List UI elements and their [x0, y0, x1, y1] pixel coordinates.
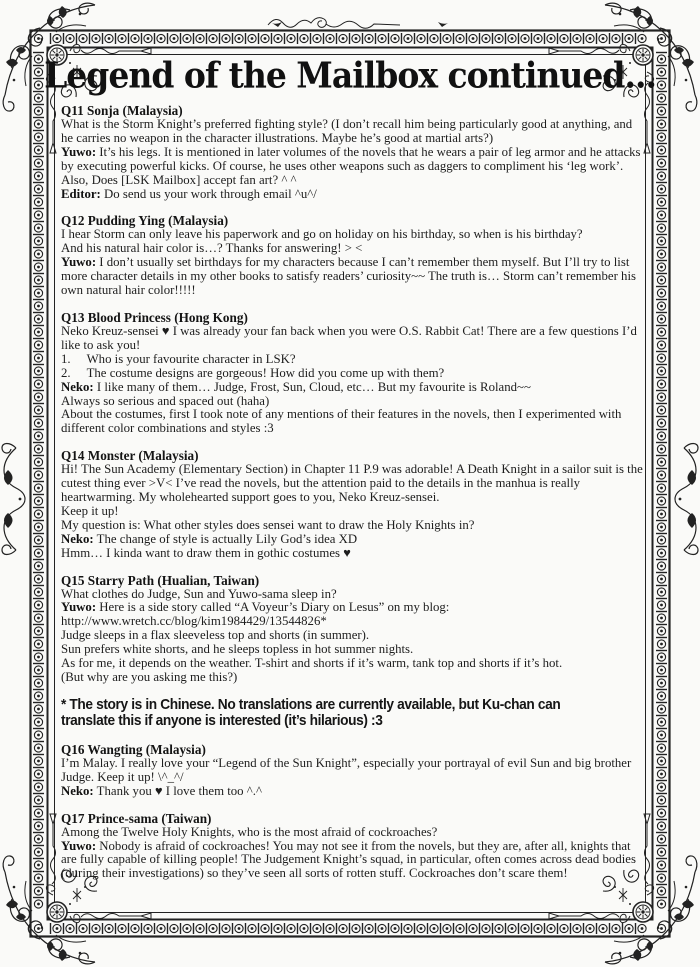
qa-text: http://www.wretch.cc/blog/kim1984429/13544826*	[61, 614, 327, 629]
qa-text: I hear Storm can only leave his paperwork and go on holiday on his birthday, so when is his birthday?	[61, 227, 583, 242]
qa-text: Yuwo: Nobody is afraid of cockroaches! You may not see it from the novels, but they are, after all, knights that are fully capable of killing people! The Judgement Knight’s squad, in particular, often comes across dead bodies (during their investigations) so they’ve seen all sorts of rotten stuff. Cockroaches don’t scare them!	[61, 838, 636, 881]
qa-text: Hmm… I kinda want to draw them in gothic costumes ♥	[61, 545, 351, 560]
qa-text: Always so serious and spaced out (haha)	[61, 393, 270, 408]
qa-text: And his natural hair color is…? Thanks for answering! > <	[61, 241, 363, 256]
qa-text: 1. Who is your favourite character in LSK?	[61, 351, 296, 366]
top-squiggle-ornament-icon	[268, 18, 448, 29]
qa-text: Keep it up!	[61, 503, 119, 518]
qa-text: As for me, it depends on the weather. T-shirt and shorts if it’s warm, tank top and shorts if it’s hot.	[61, 656, 563, 671]
speaker-name: Yuwo:	[61, 255, 97, 270]
qa-text: (But why are you asking me this?)	[61, 670, 238, 684]
qa-text: Yuwo: I don’t usually set birthdays for my characters because I can’t remember them myself. But I’ll try to list more character details in my other books to satisfy readers’ curiosity~~ The truth is… Storm can’t remember his own natural hair color!!!!!	[61, 255, 636, 298]
qa-text: Neko: Thank you ♥ I love them too ^.^	[61, 783, 262, 798]
qa-text: Also, Does [LSK Mailbox] accept fan art? ^ ^	[61, 172, 297, 187]
qa-text: Among the Twelve Holy Knights, who is the most afraid of cockroaches?	[61, 824, 438, 839]
qa-header: Q13 Blood Princess (Hong Kong)	[61, 309, 248, 325]
speaker-name: Editor:	[61, 186, 101, 201]
qa-text: About the costumes, first I took note of any mentions of their features in the novels, then I experimented with different color combinations and styles :3	[61, 407, 622, 436]
qa-block	[61, 310, 643, 436]
qa-text: What is the Storm Knight’s preferred fighting style? (I don’t recall him being particularly good at anything, and he carries no weapon in the character illustrations. Maybe he’s good at martial arts?)	[61, 117, 633, 145]
speaker-name: Yuwo:	[61, 144, 97, 159]
qa-text: Yuwo: Here is a side story called “A Voyeur’s Diary on Lesus” on my blog:	[61, 600, 450, 615]
qa-block	[61, 103, 643, 201]
speaker-name: Yuwo:	[61, 838, 97, 853]
qa-block	[61, 573, 643, 685]
qa-block	[61, 811, 643, 882]
speaker-name: Neko:	[61, 379, 94, 394]
qa-text: Sun prefers white shorts, and he sleeps topless in hot summer nights.	[61, 642, 414, 657]
qa-text: My question is: What other styles does sensei want to draw the Holy Knights in?	[61, 517, 475, 532]
qa-header: Q11 Sonja (Malaysia)	[61, 103, 183, 118]
qa-header: Q14 Monster (Malaysia)	[61, 448, 199, 464]
qa-header: Q12 Pudding Ying (Malaysia)	[61, 213, 229, 229]
qa-block	[61, 213, 643, 298]
edge-curl-ornament-icon	[2, 444, 25, 555]
qa-header: Q16 Wangting (Malaysia)	[61, 741, 206, 757]
qa-text: I’m Malay. I really love your “Legend of the Sun Knight”, especially your portrayal of evil Sun and big brother Judge. Keep it up! \^_^/	[61, 755, 632, 784]
qa-text: Neko: I like many of them… Judge, Frost, Sun, Cloud, etc… But my favourite is Roland~~	[61, 379, 531, 394]
qa-text: Judge sleeps in a flax sleeveless top and shorts (in summer).	[61, 628, 370, 643]
qa-text: Editor: Do send us your work through email ^u^/	[61, 186, 317, 201]
speaker-name: Yuwo:	[61, 600, 97, 615]
page-title: Legend of the Mailbox continued...	[44, 54, 656, 97]
qa-header: Q17 Prince-sama (Taiwan)	[61, 810, 212, 826]
qa-text: What clothes do Judge, Sun and Yuwo-sama sleep in?	[61, 586, 337, 601]
qa-text: Yuwo: It’s his legs. It is mentioned in later volumes of the novels that he wears a pair of leg armor and he attacks by executing powerful kicks. Of course, he uses other weapons such as daggers to compliment his ‘leg work’.	[61, 144, 641, 173]
qa-text: Neko: The change of style is actually Lily God’s idea XD	[61, 531, 358, 546]
qa-block	[61, 742, 643, 799]
qa-block	[61, 448, 643, 560]
qa-text: Hi! The Sun Academy (Elementary Section) in Chapter 11 P.9 was adorable! A Death Knight in a sailor suit is the cutest thing ever >V< I’ve read the novels, but the attention paid to the details in the manhua is really heartwarming. My wholehearted support goes to you, Neko Kreuz-sensei.	[61, 462, 643, 505]
qa-text: 2. The costume designs are gorgeous! How did you come up with them?	[61, 365, 445, 380]
qa-content	[61, 103, 643, 893]
speaker-name: Neko:	[61, 531, 94, 546]
speaker-name: Neko:	[61, 783, 94, 798]
qa-text: Neko Kreuz-sensei ♥ I was already your fan back when you were O.S. Rabbit Cat! There are a few questions I’d like to ask you!	[61, 323, 637, 352]
translator-note: * The story is in Chinese. No translations are currently available, but Ku-chan can translate this if anyone is interested (it’s hilarious) :3	[61, 696, 561, 729]
qa-header: Q15 Starry Path (Hualian, Taiwan)	[61, 572, 260, 588]
